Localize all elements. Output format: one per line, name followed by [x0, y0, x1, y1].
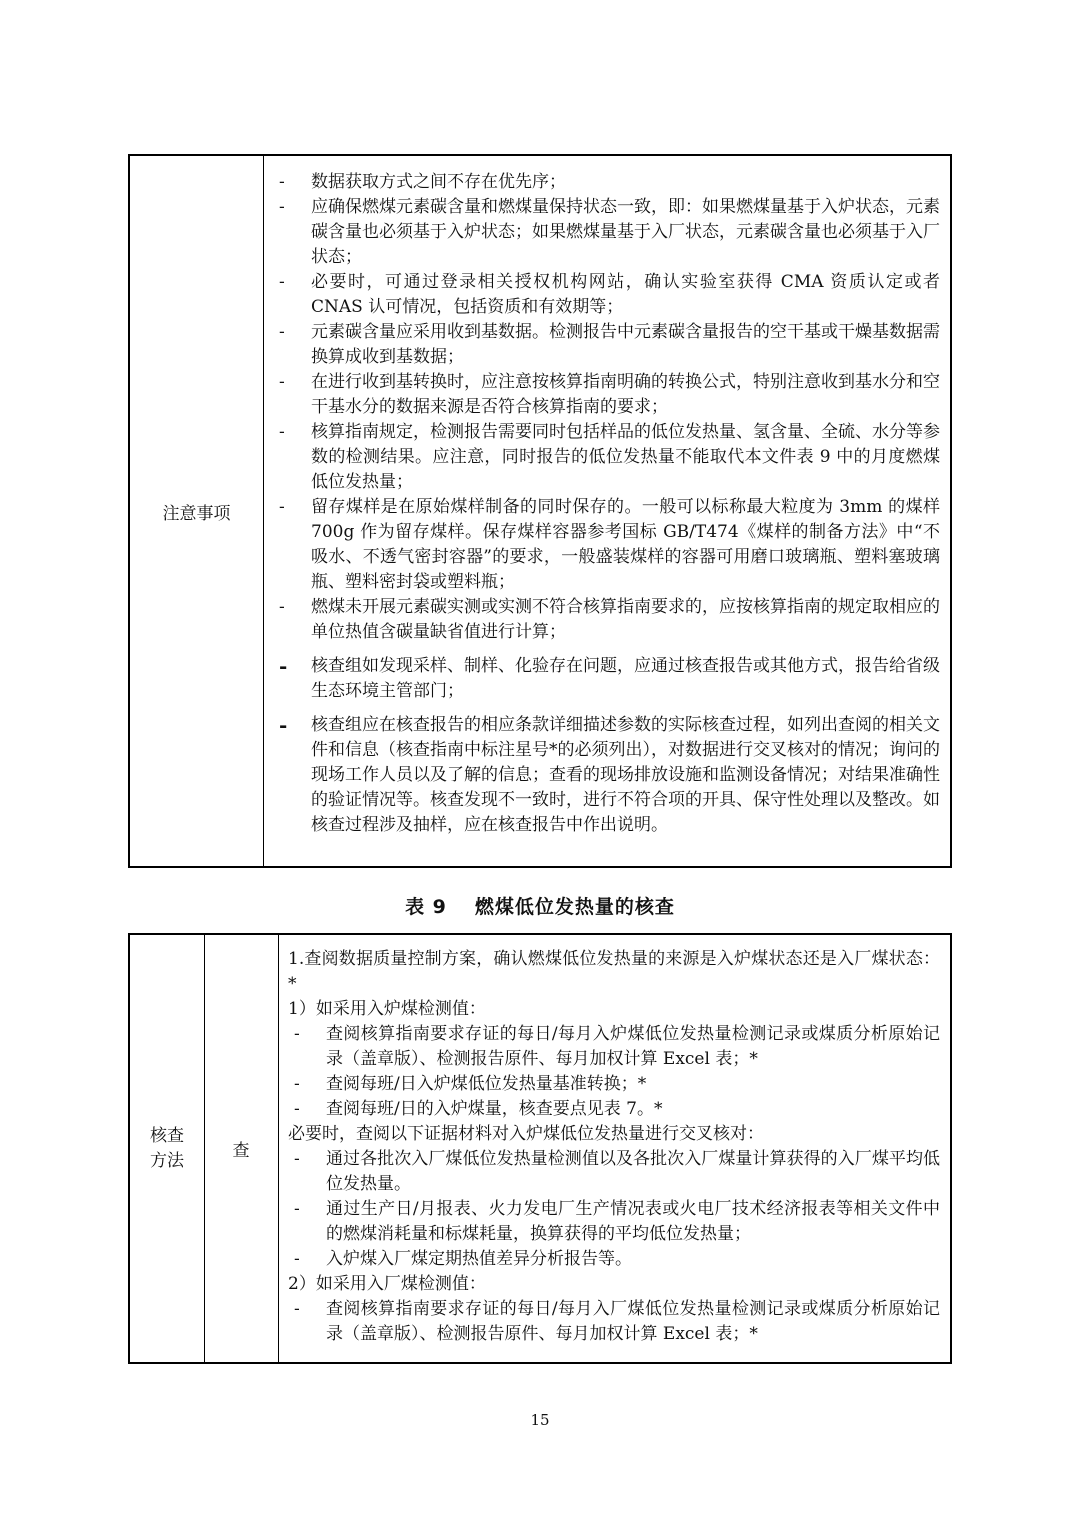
- note-item: - 数据获取方式之间不存在优先序；: [279, 172, 566, 192]
- note-item: - 燃煤未开展元素碳实测或实测不符合核算指南要求的，应按核算指南的规定取相应的单位热值含碳量缺省值进行计算；: [279, 597, 940, 642]
- table-caption: [0, 892, 1080, 919]
- method-item: - 查阅核算指南要求存证的每日/每月入厂煤低位发热量检测记录或煤质分析原始记录（盖章版）、检测报告原件、每月加权计算 Excel 表；*: [294, 1299, 940, 1344]
- note-item: - 在进行收到基转换时，应注意按核算指南明确的转换公式，特别注意收到基水分和空干基水分的数据来源是否符合核算指南的要求；: [279, 372, 940, 417]
- note-item: - 元素碳含量应采用收到基数据。检测报告中元素碳含量报告的空干基或干燥基数据需换算成收到基数据；: [279, 322, 940, 367]
- method-item: - 通过生产日/月报表、火力发电厂生产情况表或火电厂技术经济报表等相关文件中的燃煤消耗量和标煤耗量，换算获得的平均低位发热量；: [294, 1199, 940, 1244]
- cross-check-title: 必要时，查阅以下证据材料对入炉煤低位发热量进行交叉核对：: [288, 1124, 764, 1144]
- note-item: - 应确保燃煤元素碳含量和燃煤量保持状态一致，即：如果燃煤量基于入炉状态，元素碳含量也必须基于入炉状态；如果燃煤量基于入厂状态，元素碳含量也必须基于入厂状态；: [279, 197, 940, 267]
- method-item: - 通过各批次入厂煤低位发热量检测值以及各批次入厂煤量计算获得的入厂煤平均低位发热量。: [294, 1149, 940, 1194]
- notes-content: [263, 156, 950, 838]
- method-table: [128, 933, 952, 1364]
- caption-number: 表 9: [405, 896, 447, 918]
- page-number: 15: [530, 1411, 550, 1429]
- section-title: 1）如采用入炉煤检测值：: [288, 999, 486, 1019]
- section-title: 2）如采用入厂煤检测值：: [288, 1274, 486, 1294]
- note-item: - 核查组如发现采样、制样、化验存在问题，应通过核查报告或其他方式，报告给省级生态环境主管部门；: [279, 654, 940, 701]
- caption-title: 燃煤低位发热量的核查: [474, 896, 675, 918]
- method-content: [278, 935, 950, 1347]
- note-item: - 留存煤样是在原始煤样制备的同时保存的。一般可以标称最大粒度为 3mm 的煤样 700g 作为留存煤样。保存煤样容器参考国标 GB/T474《煤样的制备方法》中“不吸水、不透气密封容器”的要求，一般盛装煤样的容器可用磨口玻璃瓶、塑料塞玻璃瓶、塑料密封袋或塑料瓶；: [279, 497, 940, 592]
- note-item: - 核算指南规定，检测报告需要同时包括样品的低位发热量、氢含量、全硫、水分等参数的检测结果。应注意，同时报告的低位发热量不能取代本文件表 9 中的月度燃煤低位发热量；: [279, 422, 940, 492]
- note-item: - 核查组应在核查报告的相应条款详细描述参数的实际核查过程，如列出查阅的相关文件和信息（核查指南中标注星号*的必须列出），对数据进行交叉核对的情况；询问的现场工作人员以及了解的信息；查看的现场排放设施和监测设备情况；对结果准确性的验证情况等。核查发现不一致时，进行不符合项的开具、保守性处理以及整改。如核查过程涉及抽样，应在核查报告中作出说明。: [279, 713, 940, 835]
- method-sub-label: 查: [232, 1141, 250, 1161]
- notes-label: 注意事项: [162, 503, 231, 524]
- method-item: - 查阅核算指南要求存证的每日/每月入炉煤低位发热量检测记录或煤质分析原始记录（盖章版）、检测报告原件、每月加权计算 Excel 表；*: [294, 1024, 940, 1069]
- method-item: - 查阅每班/日的入炉煤量，核查要点见表 7。*: [294, 1099, 663, 1119]
- method-label: 核查 方法: [150, 1125, 184, 1171]
- method-item: - 入炉煤入厂煤定期热值差异分析报告等。: [294, 1249, 632, 1269]
- method-intro: 1.查阅数据质量控制方案，确认燃煤低位发热量的来源是入炉煤状态还是入厂煤状态：*: [288, 949, 940, 994]
- method-item: - 查阅每班/日入炉煤低位发热量基准转换；*: [294, 1074, 647, 1094]
- note-item: - 必要时，可通过登录相关授权机构网站，确认实验室获得 CMA 资质认定或者 CNAS 认可情况，包括资质和有效期等；: [279, 272, 940, 317]
- notes-table: [128, 154, 952, 868]
